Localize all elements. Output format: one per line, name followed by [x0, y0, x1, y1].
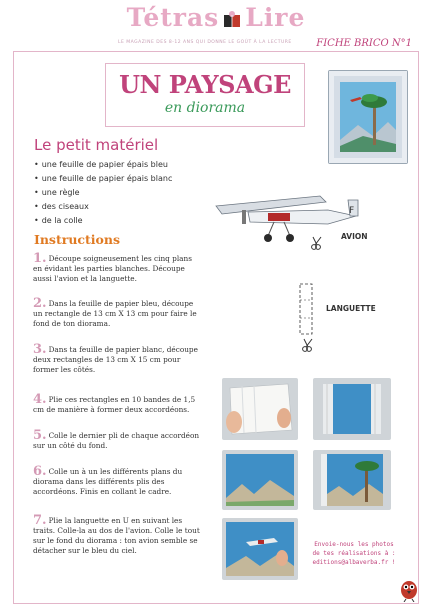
instruction-step: [33, 392, 203, 415]
step-photo-palm: [313, 450, 391, 510]
brand-left: Tétras: [126, 3, 220, 32]
instruction-step: [33, 428, 203, 451]
step-number: 6.: [33, 464, 47, 479]
step-text: Dans ta feuille de papier blanc, découpe deux rectangles de 13 cm X 15 cm pour former les côtés.: [33, 345, 198, 374]
contact-note: [300, 540, 408, 567]
step-text: Découpe soigneusement les cinq plans en évidant les parties blanches. Découpe aussi l'avion et la languette.: [33, 254, 192, 283]
fiche-number: FICHE BRICO N°1: [316, 38, 412, 49]
contact-email: editions@albaverba.fr !: [312, 559, 396, 566]
contact-line-2: de tes réalisations à :: [312, 550, 396, 557]
page-title: UN PAYSAGE: [119, 70, 291, 99]
avion-label: AVION: [341, 232, 368, 241]
title-box: [105, 63, 305, 127]
materiel-item: • des ciseaux: [34, 200, 172, 214]
instruction-step: [33, 464, 203, 497]
materiel-item: • une feuille de papier épais blanc: [34, 172, 172, 186]
instruction-step: [33, 296, 203, 329]
languette-cutout-illustration: [298, 282, 314, 340]
diorama-illustration: [328, 70, 408, 164]
step-text: Colle le dernier pli de chaque accordéon sur un côté du fond.: [33, 431, 200, 450]
scissors-icon: [302, 338, 316, 352]
contact-line-1: Envoie-nous les photos: [314, 541, 394, 548]
book-logo-icon: [221, 9, 243, 31]
materiel-item: • une règle: [34, 186, 172, 200]
step-number: 7.: [33, 513, 47, 528]
plane-cutout-illustration: [208, 186, 368, 258]
magazine-tagline: LE MAGAZINE DES 8-12 ANS QUI DONNE LE GOÛT À LA LECTURE: [118, 40, 292, 45]
instructions-heading: Instructions: [34, 232, 121, 247]
instruction-step: [33, 342, 203, 375]
mascot-bird-icon: [398, 578, 420, 602]
step-photo-mountains: [222, 450, 298, 510]
page-subtitle: en diorama: [164, 100, 246, 116]
step-text: Plie ces rectangles en 10 bandes de 1,5 cm de manière à former deux accordéons.: [33, 395, 196, 414]
step-text: Dans la feuille de papier bleu, découpe un rectangle de 13 cm X 13 cm pour faire le fond de ton diorama.: [33, 299, 197, 328]
materiel-heading: Le petit matériel: [34, 136, 159, 154]
step-number: 1.: [33, 251, 47, 266]
materiel-item: • de la colle: [34, 214, 172, 228]
step-photo-plane: [222, 518, 298, 580]
step-photo-folding: [222, 378, 298, 440]
step-photo-accordion: [313, 378, 391, 440]
step-text: Plie la languette en U en suivant les traits. Colle-la au dos de l'avion. Colle le tout sur le fond du diorama : ton avion semble se détacher sur le bleu du ciel.: [33, 516, 200, 555]
svg-text:F: F: [349, 206, 355, 216]
step-number: 2.: [33, 296, 47, 311]
scissors-icon: [311, 236, 325, 250]
instruction-step: [33, 251, 203, 284]
step-number: 4.: [33, 392, 47, 407]
magazine-logo: [0, 3, 432, 32]
brand-right: Lire: [245, 3, 306, 32]
step-number: 5.: [33, 428, 47, 443]
step-number: 3.: [33, 342, 47, 357]
languette-label: LANGUETTE: [326, 304, 376, 313]
materiel-item: • une feuille de papier épais bleu: [34, 158, 172, 172]
materiel-list: [34, 158, 172, 228]
instruction-step: [33, 513, 203, 556]
diorama-photo: [328, 70, 408, 164]
step-text: Colle un à un les différents plans du diorama dans les différents plis des accordéons. Finis en collant le cadre.: [33, 467, 183, 496]
